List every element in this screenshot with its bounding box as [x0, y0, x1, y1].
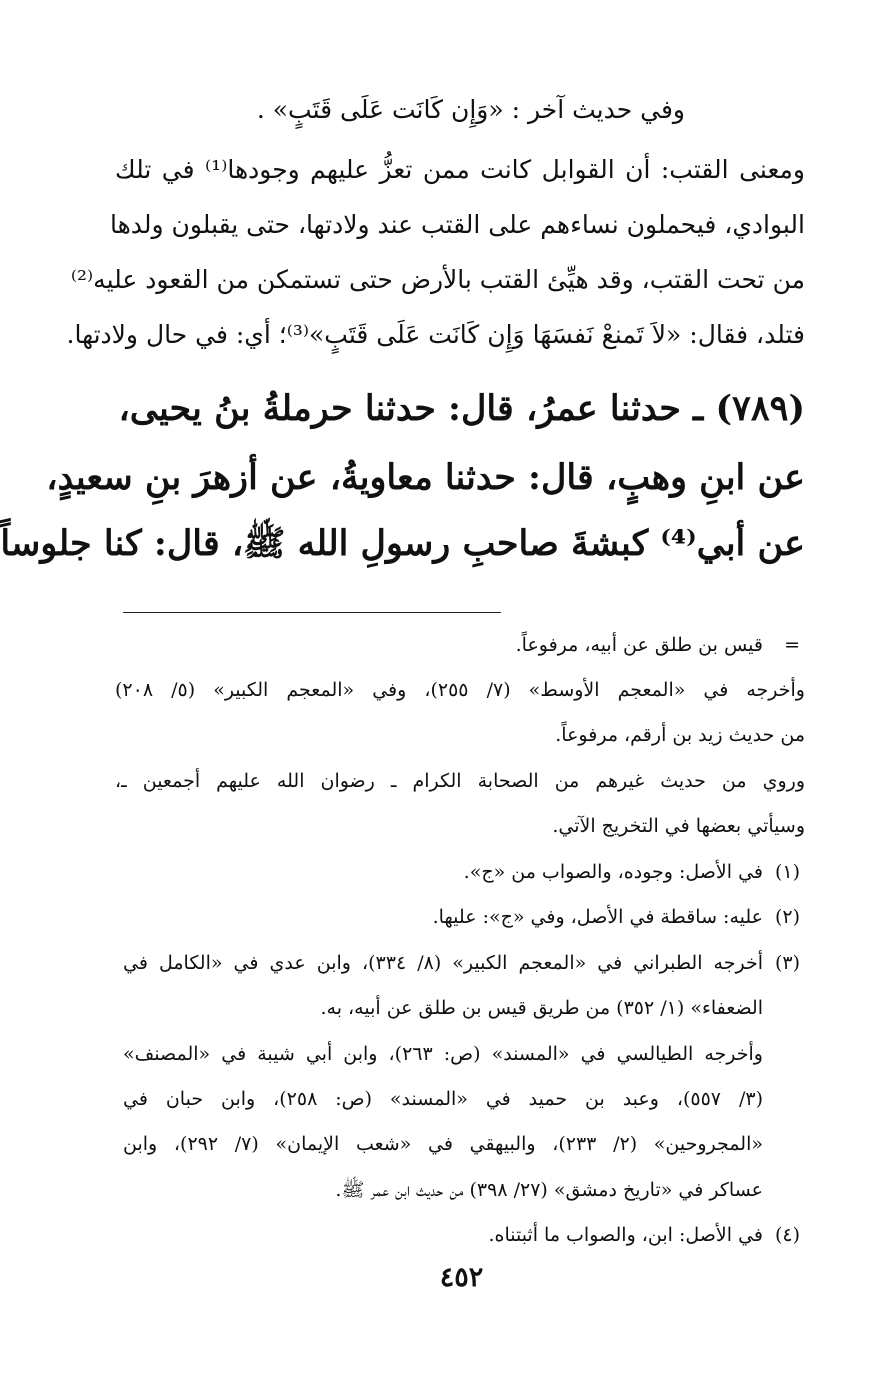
footnote-line: في الأصل: ابن، والصواب ما أثبتناه. — [488, 1224, 763, 1246]
body-line: وفي حديث آخر : «وَإِن كَانَت عَلَى قَتَبٍ» . — [256, 95, 685, 124]
footnote-number: (٣) — [774, 952, 800, 974]
footnote-line: من حديث زيد بن أرقم، مرفوعاً. — [555, 724, 805, 746]
footnote-line: وسيأتي بعضها في التخريج الآتي. — [552, 815, 805, 837]
body-line: فتلد، فقال: «لاَ تَمنعْ نَفسَهَا وَإِن كَانَت عَلَى قَتَبٍ»⁽³⁾؛ أي: في حال ولادتها. — [66, 320, 805, 349]
hadith-line: (٧٨٩) ـ حدثنا عمرُ، قال: حدثنا حرملةُ بنُ يحيى، — [118, 388, 805, 429]
footnote-line: وروي من حديث غيرهم من الصحابة الكرام ـ رضوان الله عليهم أجمعين ـ، — [115, 770, 805, 792]
hadith-line: عن ابنِ وهبٍ، قال: حدثنا معاويةُ، عن أزهرَ بنِ سعيدٍ، — [46, 457, 805, 498]
footnote-line: قيس بن طلق عن أبيه، مرفوعاً. — [515, 634, 763, 656]
footnote-line: وأخرجه في «المعجم الأوسط» (٧/ ٢٥٥)، وفي «المعجم الكبير» (٥/ ٢٠٨) — [115, 679, 805, 701]
body-line: ومعنى القتب: أن القوابل كانت ممن تعزُّ عليهم وجودها⁽¹⁾ في تلك — [115, 155, 805, 184]
footnote-number: (٢) — [774, 906, 800, 928]
footnote-continuation-marker: = — [784, 634, 800, 656]
footnote-divider — [123, 612, 501, 613]
body-line: البوادي، فيحملون نساءهم على القتب عند ولادتها، حتى يقبلون ولدها — [109, 210, 805, 239]
footnote-line: عساكر في «تاريخ دمشق» (٢٧/ ٣٩٨) من حديث ابن عمر ﷺ. — [335, 1179, 763, 1201]
footnote-line: وأخرجه الطيالسي في «المسند» (ص: ٢٦٣)، وابن أبي شيبة في «المصنف» — [123, 1043, 763, 1065]
footnote-line: عليه: ساقطة في الأصل، وفي «ج»: عليها. — [432, 906, 763, 928]
footnote-line: (٣/ ٥٥٧)، وعبد بن حميد في «المسند» (ص: ٢٥٨)، وابن حبان في — [123, 1088, 763, 1110]
footnote-number: (٤) — [774, 1224, 800, 1246]
footnote-line: أخرجه الطبراني في «المعجم الكبير» (٨/ ٣٣٤)، وابن عدي في «الكامل في — [123, 952, 763, 974]
footnote-line: الضعفاء» (١/ ٣٥٢) من طريق قيس بن طلق عن أبيه، به. — [320, 997, 763, 1019]
footnote-line: في الأصل: وجوده، والصواب من «ج». — [463, 861, 763, 883]
body-line: من تحت القتب، وقد هيِّئ القتب بالأرض حتى تستمكن من القعود عليه⁽²⁾ — [70, 265, 805, 294]
hadith-line: عن أبي⁽⁴⁾ كبشةَ صاحبِ رسولِ الله ﷺ، قال: كنا جلوساً — [0, 523, 805, 564]
page-number: ٤٥٢ — [439, 1262, 484, 1293]
footnote-number: (١) — [774, 861, 800, 883]
footnote-line: «المجروحين» (٢/ ٢٣٣)، والبيهقي في «شعب الإيمان» (٧/ ٢٩٢)، وابن — [123, 1133, 763, 1155]
